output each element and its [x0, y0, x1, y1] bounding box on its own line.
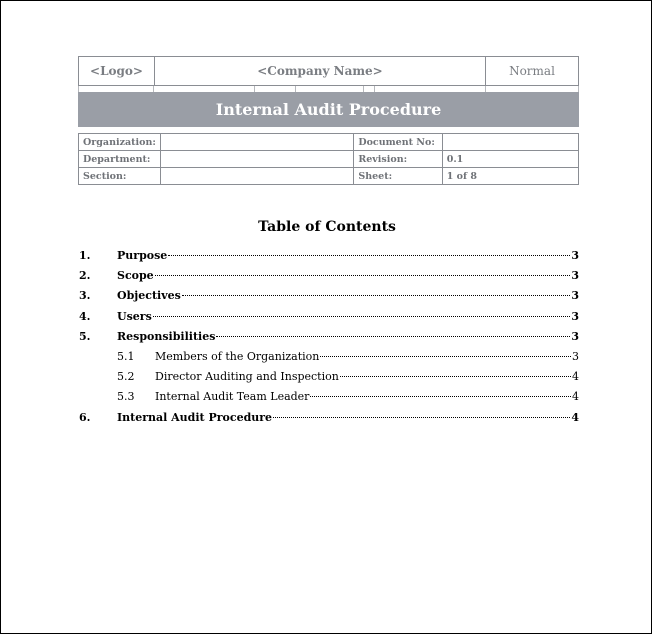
- organization-label: Organization:: [79, 134, 161, 151]
- toc-leader-dots: [216, 336, 570, 337]
- toc-subentry[interactable]: [79, 370, 579, 390]
- toc-entry-label: Director Auditing and Inspection: [155, 370, 339, 384]
- toc-entry-number: 3.: [79, 289, 91, 303]
- toc-entry-number: 5.1: [117, 349, 135, 363]
- toc-entry-page: 3: [572, 349, 579, 363]
- info-row-department: [79, 151, 579, 168]
- toc-leader-dots: [153, 316, 571, 317]
- table-of-contents: [79, 249, 579, 431]
- toc-entry[interactable]: [79, 310, 579, 330]
- toc-entry-number: 5.2: [117, 370, 135, 384]
- toc-entry-page: 3: [571, 269, 579, 283]
- info-row-organization: [79, 134, 579, 151]
- organization-value: [160, 134, 353, 151]
- toc-entry-page: 4: [572, 390, 579, 404]
- toc-leader-dots: [155, 275, 571, 276]
- info-row-section: [79, 168, 579, 185]
- toc-entry[interactable]: [79, 269, 579, 289]
- toc-subentry[interactable]: [79, 350, 579, 370]
- sheet-value: 1 of 8: [442, 168, 578, 185]
- toc-entry-label: Users: [117, 309, 152, 323]
- toc-entry-label: Objectives: [117, 289, 181, 303]
- document-title-banner: Internal Audit Procedure: [78, 92, 579, 127]
- toc-entry-page: 3: [571, 289, 579, 303]
- document-no-label: Document No:: [354, 134, 442, 151]
- document-status: Normal: [509, 64, 555, 78]
- toc-entry[interactable]: [79, 330, 579, 350]
- sheet-label: Sheet:: [354, 168, 442, 185]
- toc-leader-dots: [273, 417, 570, 418]
- document-no-value: [442, 134, 578, 151]
- header-top-row: [78, 56, 579, 86]
- toc-entry-page: 4: [571, 410, 579, 424]
- logo-placeholder: <Logo>: [79, 57, 155, 85]
- toc-entry-label: Members of the Organization: [155, 349, 320, 363]
- toc-entry-number: 5.: [79, 329, 91, 343]
- toc-entry[interactable]: [79, 411, 579, 431]
- revision-label: Revision:: [354, 151, 442, 168]
- toc-entry-label: Internal Audit Procedure: [117, 410, 273, 424]
- toc-entry-label: Purpose: [117, 249, 168, 262]
- document-info-table: [78, 133, 579, 185]
- department-label: Department:: [79, 151, 161, 168]
- toc-leader-dots: [310, 396, 571, 397]
- toc-entry-label: Responsibilities: [117, 329, 216, 343]
- toc-entry-page: 3: [571, 309, 579, 323]
- toc-entry-label: Internal Audit Team Leader: [155, 390, 310, 404]
- company-name: <Company Name>: [155, 57, 486, 85]
- toc-entry-number: 6.: [79, 410, 91, 424]
- toc-entry-label: Scope: [117, 269, 154, 283]
- toc-leader-dots: [168, 255, 570, 256]
- toc-subentry[interactable]: [79, 390, 579, 410]
- toc-entry[interactable]: [79, 289, 579, 309]
- toc-entry-number: 2.: [79, 269, 91, 283]
- toc-entry-page: 3: [571, 329, 579, 343]
- toc-entry-page: 3: [571, 249, 579, 262]
- toc-leader-dots: [182, 295, 571, 296]
- toc-leader-dots: [320, 356, 571, 357]
- section-value: [160, 168, 353, 185]
- section-label: Section:: [79, 168, 161, 185]
- toc-entry-number: 4.: [79, 309, 91, 323]
- toc-entry-number: 1.: [79, 249, 91, 262]
- toc-entry-number: 5.3: [117, 390, 135, 404]
- toc-entry[interactable]: [79, 249, 579, 269]
- toc-title: Table of Contents: [258, 219, 396, 235]
- toc-entry-page: 4: [572, 370, 579, 384]
- toc-leader-dots: [340, 376, 571, 377]
- department-value: [160, 151, 353, 168]
- revision-value: 0.1: [442, 151, 578, 168]
- header-divider-ticks: [78, 86, 579, 92]
- document-header: [78, 56, 579, 185]
